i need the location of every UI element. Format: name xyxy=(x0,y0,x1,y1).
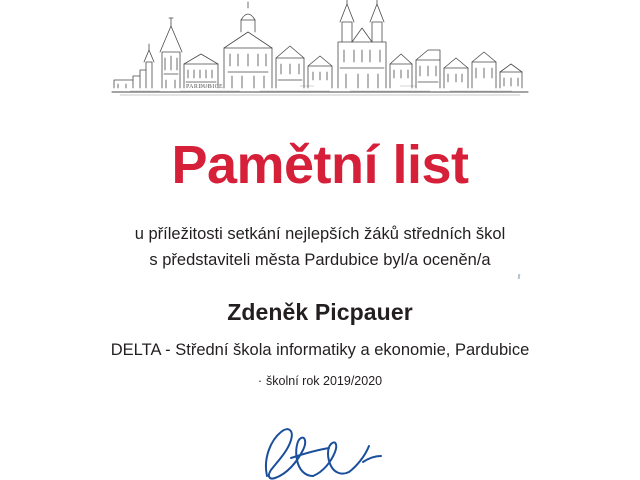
signature xyxy=(0,418,640,480)
town-skyline-illustration xyxy=(0,0,640,112)
page-title: Pamětní list xyxy=(171,135,469,195)
school-year: · školní rok 2019/2020 xyxy=(258,374,382,388)
artist-credit: PARDUBICE xyxy=(186,84,224,90)
subtitle-line-2: s představiteli města Pardubice byl/a oceněn/a xyxy=(149,250,491,269)
recipient-name: Zdeněk Picpauer xyxy=(227,299,413,326)
subtitle-block xyxy=(135,222,506,273)
paper-speck xyxy=(518,274,521,279)
school-name: DELTA - Střední škola informatiky a ekonomie, Pardubice xyxy=(110,341,530,360)
subtitle-line-1: u příležitosti setkání nejlepších žáků středních škol xyxy=(134,225,506,243)
